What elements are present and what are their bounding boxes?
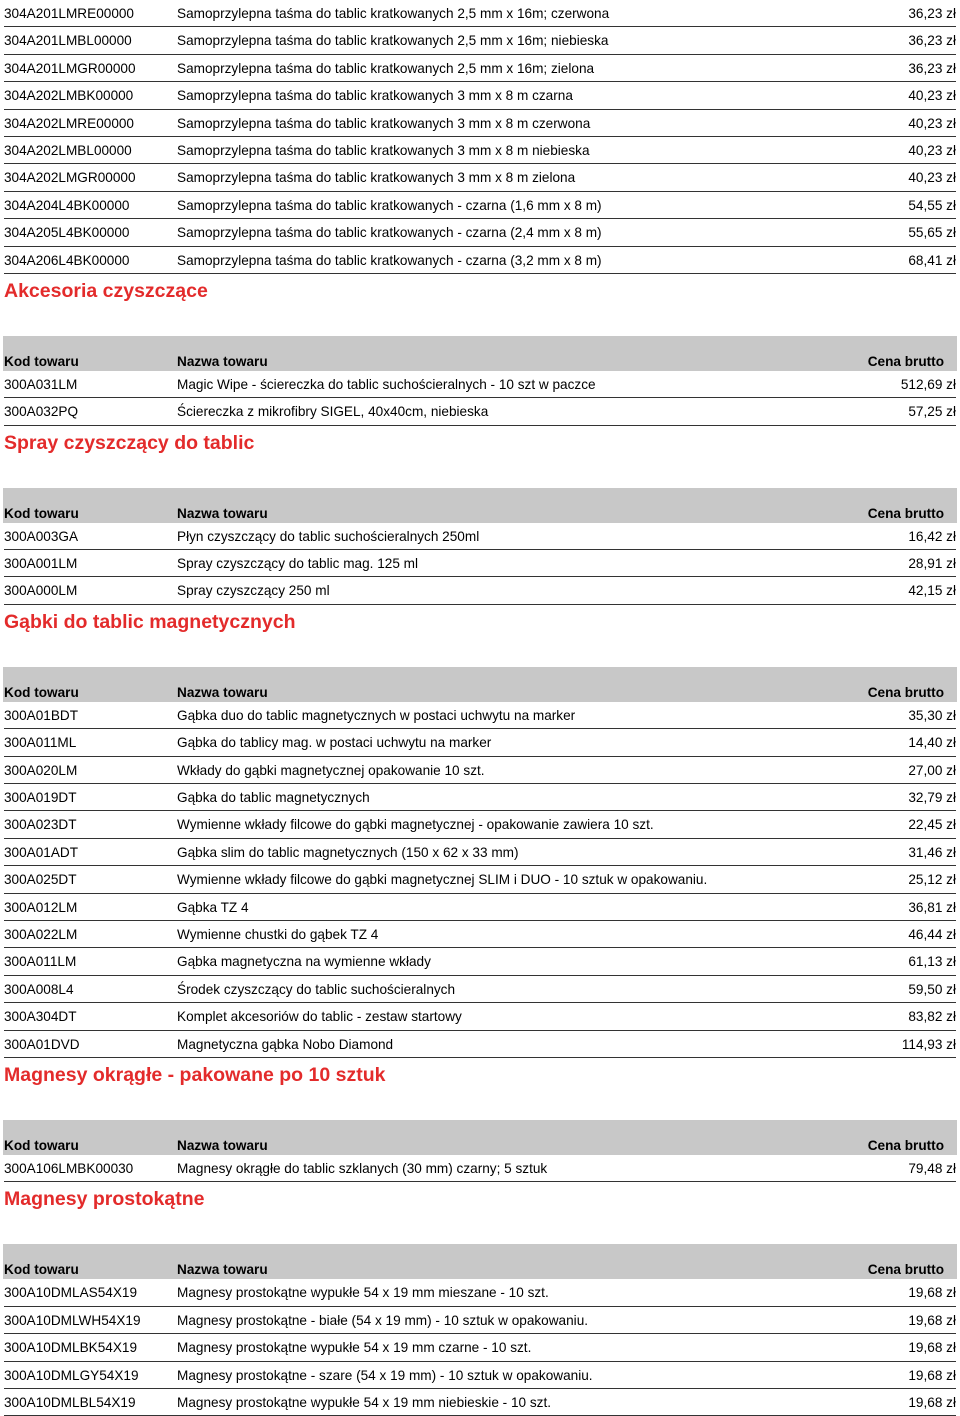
table-header bbox=[3, 488, 957, 523]
product-code: 300A001LM bbox=[4, 556, 78, 572]
product-code: 300A019DT bbox=[4, 790, 77, 806]
section-spacer bbox=[0, 461, 960, 488]
product-code: 304A201LMRE00000 bbox=[4, 6, 134, 21]
product-price: 14,40 zł bbox=[908, 735, 956, 751]
table-row bbox=[4, 577, 956, 604]
product-code: 300A025DT bbox=[4, 872, 77, 888]
product-name: Gąbka magnetyczna na wymienne wkłady bbox=[177, 954, 431, 970]
product-code: 300A020LM bbox=[4, 762, 78, 778]
product-name: Samoprzylepna taśma do tablic kratkowanych - czarna (2,4 mm x 8 m) bbox=[177, 225, 602, 241]
product-code: 300A10DMLGY54X19 bbox=[4, 1367, 139, 1383]
section-spacer bbox=[0, 1217, 960, 1244]
section-title: Akcesoria czyszczące bbox=[4, 279, 208, 302]
product-price: 19,68 zł bbox=[908, 1312, 956, 1328]
product-name: Ściereczka z mikrofibry SIGEL, 40x40cm, niebieska bbox=[177, 404, 489, 420]
product-code: 304A201LMBL00000 bbox=[4, 33, 132, 49]
product-price: 40,23 zł bbox=[908, 142, 956, 158]
table-row bbox=[4, 0, 956, 27]
product-name: Płyn czyszczący do tablic suchościeralnych 250ml bbox=[177, 528, 480, 544]
product-name: Samoprzylepna taśma do tablic kratkowanych 2,5 mm x 16m; czerwona bbox=[177, 6, 610, 21]
section-spacer bbox=[0, 309, 960, 336]
section-title: Magnesy prostokątne bbox=[4, 1188, 205, 1211]
product-name: Spray czyszczący 250 ml bbox=[177, 583, 330, 599]
product-name: Gąbka TZ 4 bbox=[177, 899, 249, 915]
table-row bbox=[4, 27, 956, 54]
table-row bbox=[4, 757, 956, 784]
table-row bbox=[4, 1155, 956, 1182]
table-row bbox=[4, 523, 956, 550]
product-price: 40,23 zł bbox=[908, 115, 956, 131]
product-price: 40,23 zł bbox=[908, 170, 956, 186]
table-row bbox=[4, 137, 956, 164]
product-code: 304A202LMGR00000 bbox=[4, 170, 136, 186]
product-code: 300A031LM bbox=[4, 376, 78, 392]
product-code: 300A10DMLWH54X19 bbox=[4, 1312, 141, 1328]
product-name: Magnesy prostokątne wypukłe 54 x 19 mm niebieskie - 10 szt. bbox=[177, 1394, 552, 1410]
section-spacer bbox=[0, 1093, 960, 1120]
product-name: Gąbka duo do tablic magnetycznych w postaci uchwytu na marker bbox=[177, 707, 576, 723]
product-code: 300A01ADT bbox=[4, 844, 79, 860]
table-row bbox=[4, 371, 956, 398]
product-code: 300A012LM bbox=[4, 899, 78, 915]
product-price: 35,30 zł bbox=[908, 707, 956, 723]
product-code: 300A022LM bbox=[4, 926, 78, 942]
table-row bbox=[4, 784, 956, 811]
product-price: 31,46 zł bbox=[908, 844, 956, 860]
product-code: 304A204L4BK00000 bbox=[4, 197, 130, 213]
product-name: Samoprzylepna taśma do tablic kratkowanych 3 mm x 8 m czerwona bbox=[177, 115, 591, 131]
section-spacer bbox=[0, 640, 960, 667]
product-code: 304A202LMBK00000 bbox=[4, 88, 134, 104]
header-name: Nazwa towaru bbox=[177, 1262, 268, 1278]
product-name: Wymienne wkłady filcowe do gąbki magnetycznej SLIM i DUO - 10 sztuk w opakowaniu. bbox=[177, 872, 708, 888]
product-price: 57,25 zł bbox=[908, 404, 956, 420]
table-row bbox=[4, 948, 956, 975]
table-row bbox=[4, 811, 956, 838]
section-title: Magnesy okrągłe - pakowane po 10 sztuk bbox=[4, 1063, 386, 1086]
product-price: 55,65 zł bbox=[908, 225, 956, 241]
product-price: 22,45 zł bbox=[908, 817, 956, 833]
header-price: Cena brutto bbox=[867, 684, 944, 700]
product-price: 19,68 zł bbox=[908, 1367, 956, 1383]
product-price: 59,50 zł bbox=[908, 981, 956, 997]
header-price: Cena brutto bbox=[867, 505, 944, 521]
table-row bbox=[4, 894, 956, 921]
table-row bbox=[4, 1389, 956, 1416]
product-code: 304A201LMGR00000 bbox=[4, 60, 136, 76]
header-price: Cena brutto bbox=[867, 1137, 944, 1153]
table-row bbox=[4, 550, 956, 577]
table-row bbox=[4, 398, 956, 425]
table-header bbox=[3, 1244, 957, 1279]
product-name: Wymienne wkłady filcowe do gąbki magnetycznej - opakowanie zawiera 10 szt. bbox=[177, 817, 654, 833]
product-code: 304A205L4BK00000 bbox=[4, 225, 130, 241]
product-price: 61,13 zł bbox=[908, 954, 956, 970]
product-name: Wymienne chustki do gąbek TZ 4 bbox=[177, 926, 379, 942]
product-code: 300A032PQ bbox=[4, 404, 79, 420]
table-header bbox=[3, 1120, 957, 1155]
table-row bbox=[4, 1279, 956, 1306]
product-price: 32,79 zł bbox=[908, 790, 956, 806]
header-code: Kod towaru bbox=[4, 353, 79, 369]
table-row bbox=[4, 164, 956, 191]
product-price: 83,82 zł bbox=[908, 1009, 956, 1025]
product-price: 114,93 zł bbox=[901, 1036, 956, 1052]
header-name: Nazwa towaru bbox=[177, 1137, 268, 1153]
product-name: Samoprzylepna taśma do tablic kratkowanych - czarna (1,6 mm x 8 m) bbox=[177, 197, 602, 213]
product-name: Magnetyczna gąbka Nobo Diamond bbox=[177, 1036, 394, 1052]
product-price: 27,00 zł bbox=[908, 762, 956, 778]
table-row bbox=[4, 219, 956, 246]
product-price: 36,23 zł bbox=[908, 6, 956, 21]
table-row bbox=[4, 729, 956, 756]
product-code: 304A206L4BK00000 bbox=[4, 252, 130, 268]
product-name: Spray czyszczący do tablic mag. 125 ml bbox=[177, 556, 419, 572]
product-price: 36,81 zł bbox=[908, 899, 956, 915]
product-code: 300A304DT bbox=[4, 1009, 77, 1025]
table-row bbox=[4, 921, 956, 948]
header-code: Kod towaru bbox=[4, 1137, 79, 1153]
table-row bbox=[4, 866, 956, 893]
table-row bbox=[4, 247, 956, 274]
product-price: 19,68 zł bbox=[908, 1340, 956, 1356]
section-title: Spray czyszczący do tablic bbox=[4, 431, 255, 454]
product-code: 304A202LMBL00000 bbox=[4, 142, 132, 158]
product-price: 25,12 zł bbox=[908, 872, 956, 888]
table-header bbox=[3, 667, 957, 702]
product-code: 300A01BDT bbox=[4, 707, 79, 723]
table-row bbox=[4, 839, 956, 866]
product-price: 42,15 zł bbox=[908, 583, 956, 599]
product-name: Magnesy prostokątne wypukłe 54 x 19 mm czarne - 10 szt. bbox=[177, 1340, 532, 1356]
table-row bbox=[4, 110, 956, 137]
product-price: 19,68 zł bbox=[908, 1285, 956, 1301]
product-code: 304A202LMRE00000 bbox=[4, 115, 134, 131]
product-price: 36,23 zł bbox=[908, 33, 956, 49]
product-name: Magnesy okrągłe do tablic szklanych (30 mm) czarny; 5 sztuk bbox=[177, 1160, 548, 1176]
product-name: Gąbka slim do tablic magnetycznych (150 x 62 x 33 mm) bbox=[177, 844, 519, 860]
product-price: 40,23 zł bbox=[908, 88, 956, 104]
table-row bbox=[4, 1334, 956, 1361]
product-name: Magnesy prostokątne - szare (54 x 19 mm) - 10 sztuk w opakowaniu. bbox=[177, 1367, 593, 1383]
product-name: Samoprzylepna taśma do tablic kratkowanych 3 mm x 8 m czarna bbox=[177, 88, 573, 104]
table-row bbox=[4, 976, 956, 1003]
section-title: Gąbki do tablic magnetycznych bbox=[4, 610, 296, 633]
product-price: 28,91 zł bbox=[908, 556, 956, 572]
table-row bbox=[4, 192, 956, 219]
product-name: Magnesy prostokątne wypukłe 54 x 19 mm mieszane - 10 szt. bbox=[177, 1285, 549, 1301]
product-code: 300A011ML bbox=[4, 735, 77, 751]
header-code: Kod towaru bbox=[4, 684, 79, 700]
product-code: 300A10DMLBK54X19 bbox=[4, 1340, 138, 1356]
product-name: Samoprzylepna taśma do tablic kratkowanych - czarna (3,2 mm x 8 m) bbox=[177, 252, 602, 268]
product-code: 300A106LMBK00030 bbox=[4, 1160, 134, 1176]
table-row bbox=[4, 1362, 956, 1389]
header-name: Nazwa towaru bbox=[177, 353, 268, 369]
header-code: Kod towaru bbox=[4, 1262, 79, 1278]
product-price: 54,55 zł bbox=[908, 197, 956, 213]
product-name: Samoprzylepna taśma do tablic kratkowanych 2,5 mm x 16m; zielona bbox=[177, 60, 595, 76]
product-code: 300A023DT bbox=[4, 817, 77, 833]
table-row bbox=[4, 1307, 956, 1334]
table-row bbox=[4, 702, 956, 729]
table-row bbox=[4, 82, 956, 109]
header-code: Kod towaru bbox=[4, 505, 79, 521]
header-name: Nazwa towaru bbox=[177, 505, 268, 521]
product-name: Samoprzylepna taśma do tablic kratkowanych 3 mm x 8 m niebieska bbox=[177, 142, 590, 158]
product-code: 300A01DVD bbox=[4, 1036, 80, 1052]
product-price: 68,41 zł bbox=[908, 252, 956, 268]
table-header bbox=[3, 336, 957, 371]
product-name: Komplet akcesoriów do tablic - zestaw startowy bbox=[177, 1009, 462, 1025]
product-price: 46,44 zł bbox=[908, 926, 956, 942]
product-name: Środek czyszczący do tablic suchościeralnych bbox=[177, 981, 456, 997]
product-price: 19,68 zł bbox=[908, 1394, 956, 1410]
header-price: Cena brutto bbox=[867, 353, 944, 369]
product-price: 16,42 zł bbox=[908, 528, 956, 544]
product-code: 300A008L4 bbox=[4, 981, 74, 997]
product-name: Magic Wipe - ściereczka do tablic suchościeralnych - 10 szt w paczce bbox=[177, 376, 596, 392]
product-code: 300A10DMLBL54X19 bbox=[4, 1394, 136, 1410]
product-price: 512,69 zł bbox=[900, 376, 956, 392]
product-name: Gąbka do tablicy mag. w postaci uchwytu na marker bbox=[177, 735, 492, 751]
product-name: Samoprzylepna taśma do tablic kratkowanych 2,5 mm x 16m; niebieska bbox=[177, 33, 609, 49]
table-row bbox=[4, 1031, 956, 1058]
header-name: Nazwa towaru bbox=[177, 684, 268, 700]
product-code: 300A003GA bbox=[4, 528, 79, 544]
header-price: Cena brutto bbox=[867, 1262, 944, 1278]
table-row bbox=[4, 55, 956, 82]
product-price: 79,48 zł bbox=[908, 1160, 956, 1176]
product-name: Samoprzylepna taśma do tablic kratkowanych 3 mm x 8 m zielona bbox=[177, 170, 576, 186]
product-code: 300A011LM bbox=[4, 954, 77, 970]
product-name: Gąbka do tablic magnetycznych bbox=[177, 790, 370, 806]
product-name: Magnesy prostokątne - białe (54 x 19 mm) - 10 sztuk w opakowaniu. bbox=[177, 1312, 589, 1328]
product-code: 300A10DMLAS54X19 bbox=[4, 1285, 138, 1301]
product-code: 300A000LM bbox=[4, 583, 78, 599]
table-row bbox=[4, 1003, 956, 1030]
product-price: 36,23 zł bbox=[908, 60, 956, 76]
product-name: Wkłady do gąbki magnetycznej opakowanie 10 szt. bbox=[177, 762, 485, 778]
